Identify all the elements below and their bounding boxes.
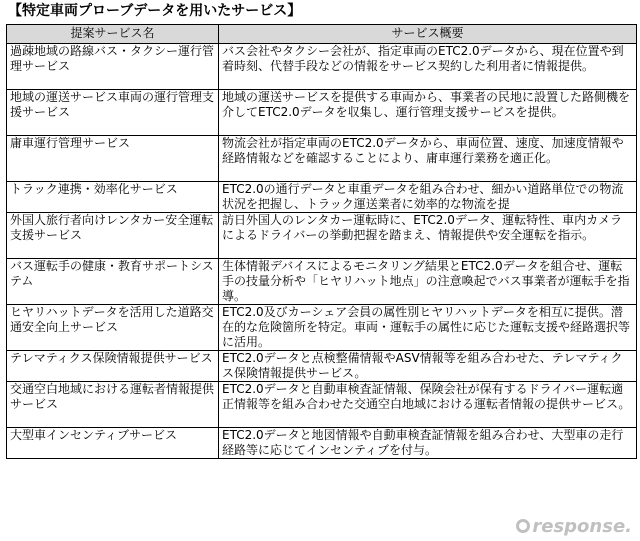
service-desc-cell: ETC2.0及びカーシェア会員の属性別ヒヤリハットデータを相互に提供。潜在的な危険箇所を特定。車両・運転手の属性に応じた運転支援や経路選択等に活用。 bbox=[219, 305, 637, 351]
service-desc-cell: ETC2.0データと点検整備情報やASV情報等を組み合わせた、テレマティクス保険情報提供サービス。 bbox=[219, 351, 637, 382]
service-desc-cell: ETC2.0データと地図情報や自動車検査証情報を組み合わせ、大型車の走行経路等に応じてインセンティブを付与。 bbox=[219, 428, 637, 459]
response-watermark bbox=[516, 516, 632, 537]
table-row bbox=[7, 182, 637, 213]
service-name-cell: 交通空白地域における運転者情報提供サービス bbox=[7, 382, 219, 428]
table-row bbox=[7, 136, 637, 182]
service-desc-cell: 物流会社が指定車両のETC2.0データから、車両位置、速度、加速度情報や経路情報などを確認することにより、庸車運行業務を適正化。 bbox=[219, 136, 637, 182]
service-desc-cell: 生体情報デバイスによるモニタリング結果とETC2.0データを組合せ、運転手の技量分析や「ヒヤリハット地点」の注意喚起でバス事業者が運転手を指導。 bbox=[219, 259, 637, 305]
table-row bbox=[7, 305, 637, 351]
table-row bbox=[7, 259, 637, 305]
service-name-cell: ヒヤリハットデータを活用した道路交通安全向上サービス bbox=[7, 305, 219, 351]
table-row bbox=[7, 44, 637, 90]
service-name-cell: 外国人旅行者向けレンタカー安全運転支援サービス bbox=[7, 213, 219, 259]
services-table bbox=[6, 24, 637, 459]
service-name-cell: 過疎地域の路線バス・タクシー運行管理サービス bbox=[7, 44, 219, 90]
header-service-name: 提案サービス名 bbox=[7, 25, 219, 44]
watermark-text: response. bbox=[532, 516, 632, 537]
service-desc-cell: ETC2.0の通行データと車重データを組み合わせ、細かい道路単位での物流状況を把握し、トラック運送業者に効率的な物流を提 bbox=[219, 182, 637, 213]
table-row bbox=[7, 428, 637, 459]
service-desc-cell: ETC2.0データと自動車検査証情報、保険会社が保有するドライバー運転適正情報等を組み合わせた交通空白地域における運転者情報の提供サービス。 bbox=[219, 382, 637, 428]
service-desc-cell: 地域の運送サービスを提供する車両から、事業者の民地に設置した路側機を介してETC2.0データを収集し、運行管理支援サービスを提供。 bbox=[219, 90, 637, 136]
table-row bbox=[7, 213, 637, 259]
header-service-overview: サービス概要 bbox=[219, 25, 637, 44]
table-row bbox=[7, 382, 637, 428]
table-row bbox=[7, 90, 637, 136]
service-desc-cell: 訪日外国人のレンタカー運転時に、ETC2.0データ、運転特性、車内カメラによるドライバーの挙動把握を踏まえ、情報提供や安全運転を指示。 bbox=[219, 213, 637, 259]
service-name-cell: テレマティクス保険情報提供サービス bbox=[7, 351, 219, 382]
document-title: 【特定車両プローブデータを用いたサービス】 bbox=[8, 3, 302, 17]
table-row bbox=[7, 351, 637, 382]
service-name-cell: トラック連携・効率化サービス bbox=[7, 182, 219, 213]
service-name-cell: 地域の運送サービス車両の運行管理支援サービス bbox=[7, 90, 219, 136]
table-header-row bbox=[7, 25, 637, 44]
service-name-cell: 庸車運行管理サービス bbox=[7, 136, 219, 182]
service-desc-cell: バス会社やタクシー会社が、指定車両のETC2.0データから、現在位置や到着時刻、代替手段などの情報をサービス契約した利用者に情報提供。 bbox=[219, 44, 637, 90]
service-name-cell: 大型車インセンティブサービス bbox=[7, 428, 219, 459]
service-name-cell: バス運転手の健康・教育サポートシステム bbox=[7, 259, 219, 305]
response-logo-icon bbox=[516, 519, 530, 533]
